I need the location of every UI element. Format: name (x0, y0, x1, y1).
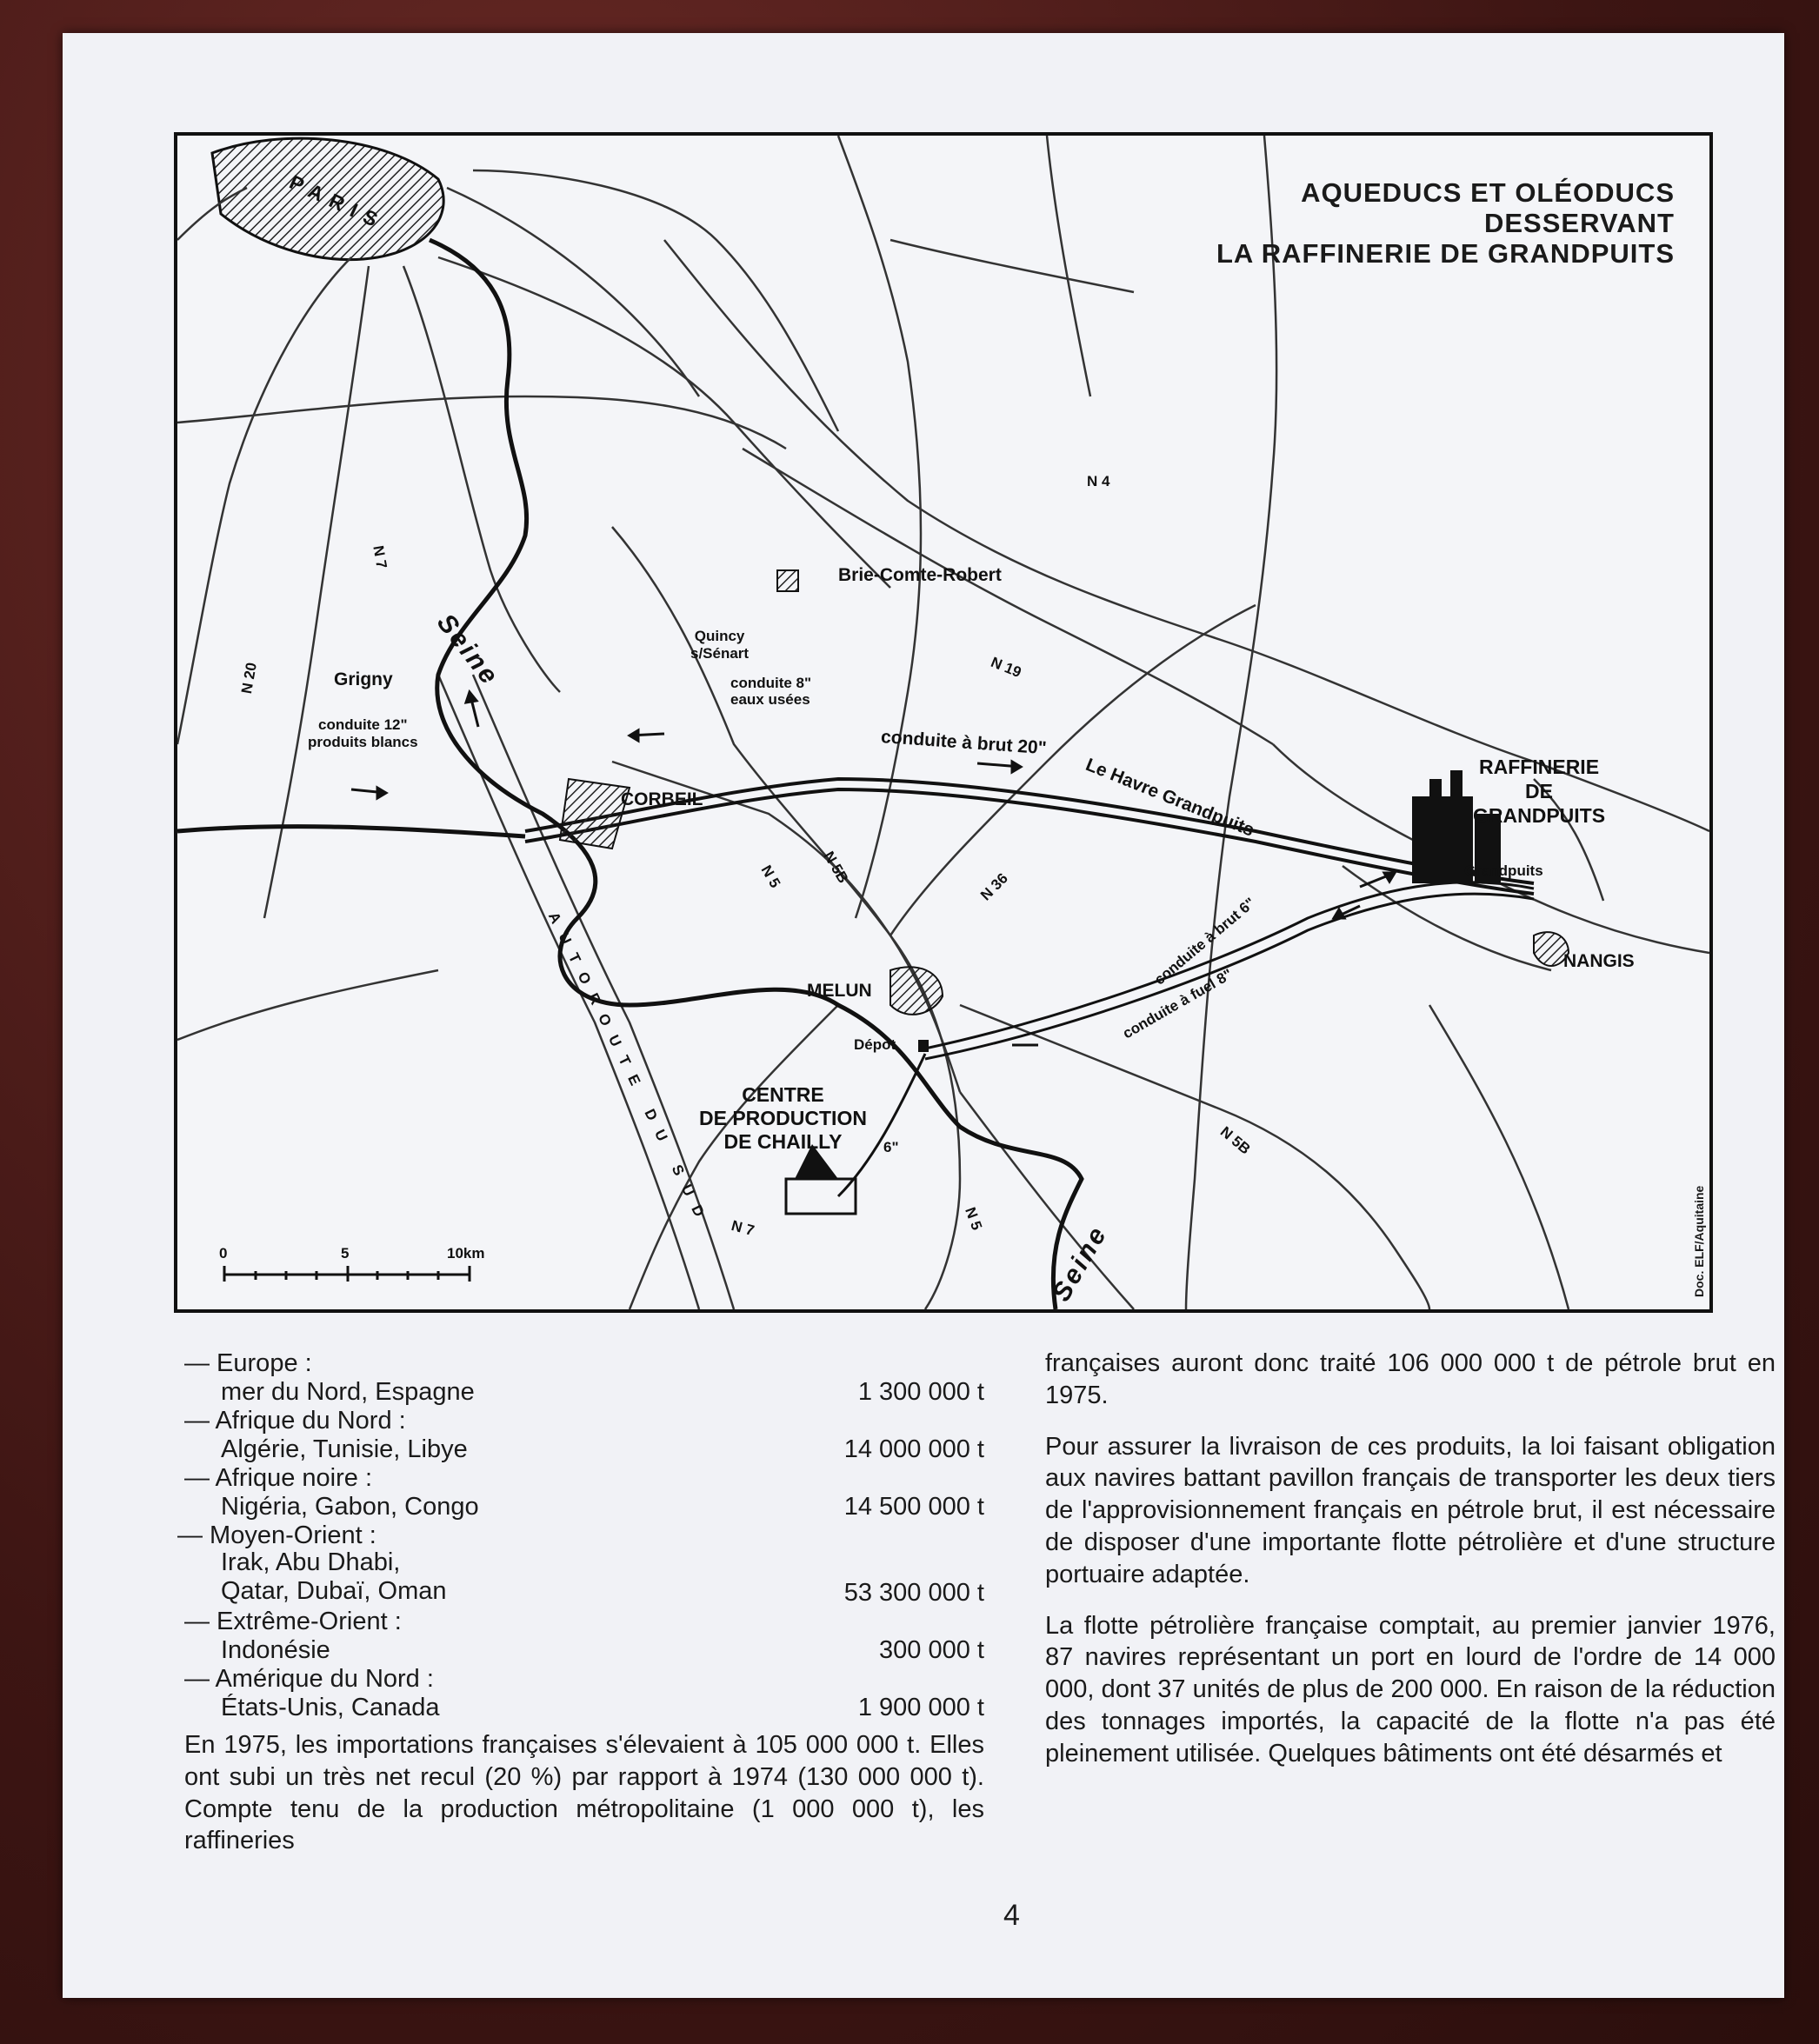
scale-five: 5 (341, 1245, 350, 1262)
map-title: AQUEDUCS ET OLÉODUCS DESSERVANT LA RAFFINERIE DE GRANDPUITS (1216, 177, 1675, 269)
label-n7: N 7 (370, 544, 390, 570)
scale-ten: 10km (447, 1245, 485, 1262)
page-number: 4 (1003, 1899, 1020, 1932)
label-grandpuits: Grandpuits (1464, 862, 1543, 879)
left-column (177, 1348, 984, 1857)
label-brie: Brie-Comte-Robert (838, 565, 1002, 585)
label-n20: N 20 (238, 661, 260, 696)
chailly-icon (786, 1144, 856, 1214)
import-item: — Afrique du Nord : Algérie, Tunisie, Libye 14 000 000 t (184, 1407, 984, 1463)
right-column (1045, 1348, 1776, 1770)
label-conduite-8: conduite 8" eaux usées (730, 675, 812, 708)
label-grigny: Grigny (334, 669, 393, 689)
import-item: — Moyen-Orient : Irak, Abu Dhabi, Qatar, Dubaï, Oman 53 300 000 t (177, 1521, 984, 1607)
import-item: — Extrême-Orient : Indonésie 300 000 t (184, 1608, 984, 1664)
label-raffinerie: RAFFINERIE DE GRANDPUITS (1473, 756, 1606, 827)
import-item: — Amérique du Nord : États-Unis, Canada 1 900 000 t (184, 1665, 984, 1721)
label-brut-20: conduite à brut 20" (880, 727, 1048, 759)
pipeline-map (174, 132, 1713, 1313)
label-nangis: NANGIS (1563, 951, 1635, 971)
import-item: — Europe : mer du Nord, Espagne 1 300 000 t (184, 1349, 984, 1406)
scale-zero: 0 (219, 1245, 228, 1262)
right-paragraph-2: Pour assurer la livraison de ces produits, la loi faisant obligation aux navires battant pavillon français de transporter les deux tiers de l'approvisionnement français en pétrole brut, il est nécessaire de disposer d'une importante flotte pétrolière et d'une structure portuaire adaptée. (1045, 1432, 1776, 1588)
label-paris: PARIS (286, 170, 390, 235)
label-brut-6: conduite à brut 6" (1151, 894, 1259, 989)
label-havre-grandpuits: Le Havre Grandpuits (1083, 755, 1257, 841)
label-n5b: N 5B (820, 849, 852, 887)
label-chailly-6: 6" (883, 1139, 899, 1155)
label-seine-north: Seine (430, 609, 505, 692)
label-conduite-12: conduite 12" produits blancs (308, 716, 418, 750)
label-n5: N 5 (757, 862, 784, 891)
brie-marker (777, 570, 798, 591)
map-credit: Doc. ELF/Aquitaine (1692, 1185, 1706, 1297)
label-n4: N 4 (1087, 473, 1110, 489)
label-n7-2: N 7 (730, 1217, 756, 1240)
document-page (63, 33, 1784, 1998)
label-n5b-2: N 5B (1216, 1123, 1254, 1158)
right-paragraph-3: La flotte pétrolière française comptait, au premier janvier 1976, 87 navires représentant un port en lourd de l'ordre de 14 000 000, dont 37 unités de plus de 200 000. En raison de la réduction des tonnages importés, la capacité de la flotte n'a pas été pleinement utilisée. Quelques bâtiments ont été désarmés et (1045, 1611, 1776, 1768)
label-seine-south: Seine (1047, 1220, 1114, 1307)
label-corbeil: CORBEIL (621, 789, 703, 809)
scale-bar (224, 1266, 470, 1282)
left-paragraph: En 1975, les importations françaises s'élevaient à 105 000 000 t. Elles ont subi un très net recul (20 %) par rapport à 1974 (130 000 000 t). Compte tenu de la production métropolitaine (1 000 000 t), les raffineries (184, 1731, 984, 1855)
label-fuel-8: conduite à fuel 8" (1120, 965, 1236, 1042)
label-autoroute: AUTOROUTE DU SUD (544, 909, 713, 1230)
melun-area (890, 967, 943, 1015)
label-quincy: Quincy s/Sénart (690, 628, 750, 662)
corbeil-area (560, 779, 630, 849)
label-n19: N 19 (988, 654, 1024, 682)
label-depot: Dépot (854, 1036, 896, 1053)
label-chailly: CENTRE DE PRODUCTION DE CHAILLY (699, 1083, 867, 1153)
depot-marker (918, 1040, 929, 1052)
label-melun: MELUN (807, 981, 872, 1001)
label-n5-2: N 5 (962, 1205, 986, 1233)
right-paragraph-1: françaises auront donc traité 106 000 000 t de pétrole brut en 1975. (1045, 1349, 1776, 1409)
label-n36: N 36 (977, 869, 1011, 904)
import-item: — Afrique noire : Nigéria, Gabon, Congo 14 500 000 t (184, 1464, 984, 1521)
